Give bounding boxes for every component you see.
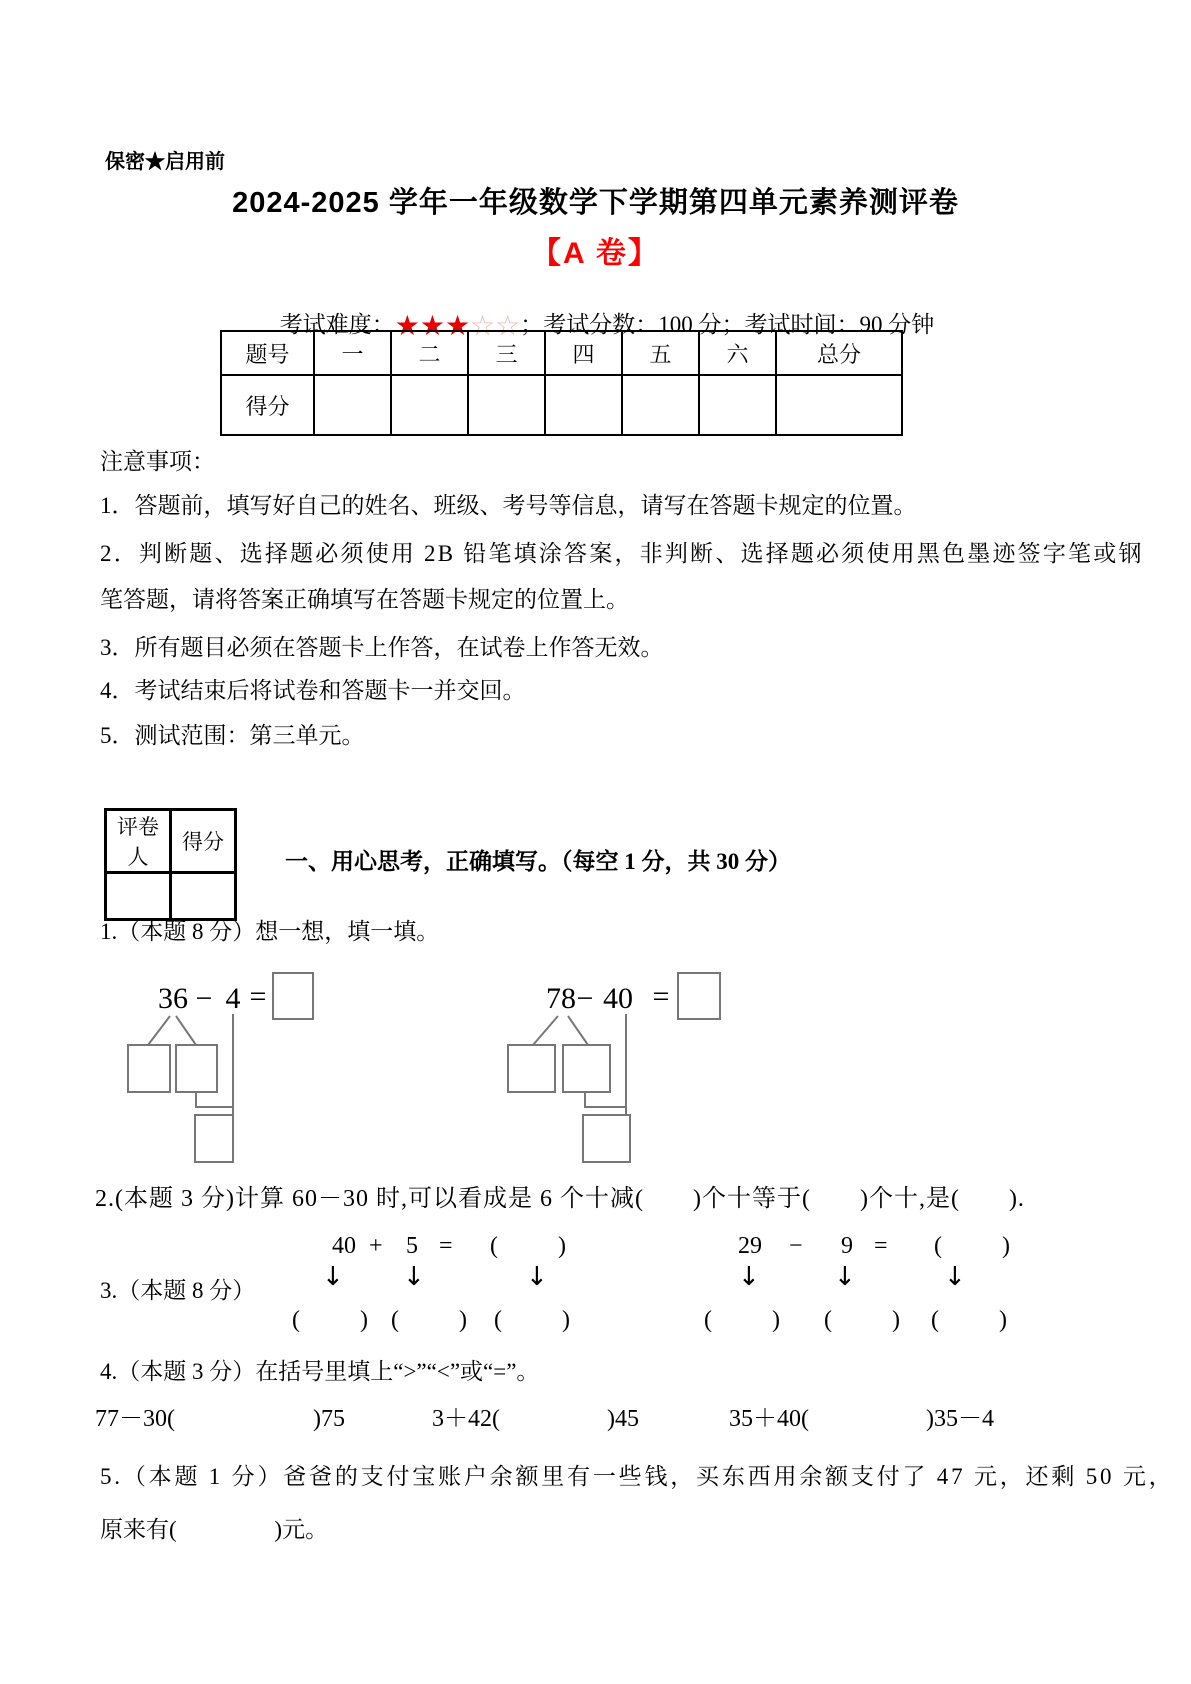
notice-item: 3．所有题目必须在答题卡上作答，在试卷上作答无效。 [100, 635, 664, 660]
grader-empty-cell [106, 873, 171, 920]
q3-right-operand-a: 29 [738, 1233, 762, 1259]
score-table-header-row [221, 331, 902, 375]
question3-label: 3.（本题 8 分） [100, 1278, 256, 1303]
score-summary-table [220, 330, 903, 436]
score-header-cell: 三 [468, 331, 545, 375]
equals-sign: = [249, 980, 267, 1013]
q3-left-operand-b: 5 [406, 1233, 418, 1259]
down-arrow-icon: ↓ [834, 1262, 856, 1292]
score-empty-cell [468, 375, 545, 435]
grader-score-table [104, 808, 237, 921]
q4-comparison-token: 3＋42( [432, 1406, 500, 1432]
decomposition-diagram-right [490, 958, 740, 1173]
minus-sign: − [576, 982, 594, 1015]
decomposition-diagram-left [110, 958, 320, 1173]
minuend: 78 [546, 982, 576, 1015]
connector-line [533, 1016, 558, 1045]
minus-sign: − [195, 982, 213, 1015]
equals-sign: = [652, 980, 670, 1013]
filled-star-icon: ★ [394, 310, 420, 342]
q3-left-answer-blank: ( ) [292, 1307, 368, 1333]
grader-table-empty-row [106, 873, 236, 920]
decomposition-box [563, 1045, 610, 1092]
grader-header-cell: 评卷人 [106, 810, 171, 873]
q4-comparison-token: 77－30( [95, 1406, 175, 1432]
question5-text-line2: 原来有( )元。 [100, 1517, 329, 1542]
q3-left-answer-blank: ( ) [494, 1307, 570, 1333]
connector-line [568, 1016, 588, 1045]
question2-text: 2.(本题 3 分)计算 60－30 时,可以看成是 6 个十减( )个十等于( )个十,是( ). [95, 1186, 1025, 1212]
score-empty-cell [776, 375, 902, 435]
notice-item: 1．答题前，填写好自己的姓名、班级、考号等信息，请写在答题卡规定的位置。 [100, 493, 917, 518]
q3-right-operator: − [789, 1233, 803, 1259]
exam-info-suffix: ；考试分数：100 分；考试时间：90 分钟 [520, 311, 935, 337]
score-header-cell: 题号 [221, 331, 314, 375]
subtrahend: 4 [225, 982, 241, 1015]
notices-title: 注意事项： [100, 449, 215, 474]
empty-star-icon: ☆ [495, 310, 521, 342]
security-notice: 保密★启用前 [105, 151, 225, 173]
q3-right-answer-blank: ( ) [824, 1307, 900, 1333]
subtrahend: 40 [603, 982, 633, 1015]
section1-heading: 一、用心思考，正确填写。（每空 1 分，共 30 分） [285, 849, 791, 874]
decomposition-box [176, 1045, 217, 1092]
q3-left-answer-blank: ( ) [391, 1307, 467, 1333]
score-row-label: 得分 [221, 375, 314, 435]
notice-item: 5．测试范围：第三单元。 [100, 723, 365, 748]
q3-right-equals: = [874, 1233, 888, 1259]
q4-comparison-token: 35＋40( [729, 1406, 809, 1432]
connector-line [148, 1016, 170, 1045]
q4-comparison-token: )45 [607, 1406, 639, 1432]
score-empty-cell [545, 375, 622, 435]
q3-left-operand-a: 40 [332, 1233, 356, 1259]
question1-text: 1.（本题 8 分）想一想，填一填。 [100, 919, 440, 944]
q3-left-result-blank: ( ) [490, 1233, 566, 1259]
decomposition-box [128, 1045, 170, 1092]
notice-item: 笔答题，请将答案正确填写在答题卡规定的位置上。 [100, 587, 629, 612]
connector-line [585, 1092, 626, 1107]
score-header-cell: 总分 [776, 331, 902, 375]
page-title: 2024-2025 学年一年级数学下学期第四单元素养测评卷 [232, 187, 959, 219]
down-arrow-icon: ↓ [526, 1262, 548, 1292]
down-arrow-icon: ↓ [738, 1262, 760, 1292]
answer-box [583, 1115, 630, 1162]
notice-item: 2．判断题、选择题必须使用 2B 铅笔填涂答案，非判断、选择题必须使用黑色墨迹签字笔或钢 [100, 541, 1144, 566]
filled-star-icon: ★ [444, 310, 471, 342]
down-arrow-icon: ↓ [944, 1262, 966, 1292]
q3-right-result-blank: ( ) [934, 1233, 1010, 1259]
grader-header-cell: 得分 [171, 810, 236, 873]
score-header-cell: 六 [699, 331, 776, 375]
score-header-cell: 五 [622, 331, 699, 375]
q3-right-operand-b: 9 [841, 1233, 853, 1259]
connector-line [196, 1092, 233, 1107]
score-header-cell: 四 [545, 331, 622, 375]
answer-box [678, 973, 720, 1019]
score-empty-cell [391, 375, 468, 435]
grader-empty-cell [171, 873, 236, 920]
connector-line [176, 1016, 196, 1045]
volume-label: 【A 卷】 [531, 237, 660, 270]
q3-left-operator: + [369, 1233, 383, 1259]
q3-left-equals: = [439, 1233, 453, 1259]
question5-text-line1: 5.（本题 1 分）爸爸的支付宝账户余额里有一些钱，买东西用余额支付了 47 元，还剩 50 元， [100, 1464, 1175, 1489]
filled-star-icon: ★ [419, 310, 445, 342]
empty-star-icon: ☆ [470, 310, 496, 342]
minuend: 36 [158, 982, 188, 1015]
score-empty-cell [314, 375, 391, 435]
score-header-cell: 二 [391, 331, 468, 375]
q4-comparison-token: )75 [313, 1406, 345, 1432]
score-empty-cell [622, 375, 699, 435]
score-header-cell: 一 [314, 331, 391, 375]
difficulty-label: 考试难度： [279, 311, 395, 337]
score-empty-cell [699, 375, 776, 435]
score-table-value-row [221, 375, 902, 435]
answer-box [273, 973, 313, 1019]
grader-table-header-row [106, 810, 236, 873]
answer-box [195, 1115, 233, 1162]
decomposition-box [508, 1045, 555, 1092]
down-arrow-icon: ↓ [322, 1262, 344, 1292]
down-arrow-icon: ↓ [403, 1262, 425, 1292]
question4-text: 4.（本题 3 分）在括号里填上“>”“<”或“=”。 [100, 1359, 540, 1384]
q3-right-answer-blank: ( ) [704, 1307, 780, 1333]
q3-right-answer-blank: ( ) [931, 1307, 1007, 1333]
q4-comparison-token: )35－4 [926, 1406, 994, 1432]
notice-item: 4．考试结束后将试卷和答题卡一并交回。 [100, 678, 526, 703]
